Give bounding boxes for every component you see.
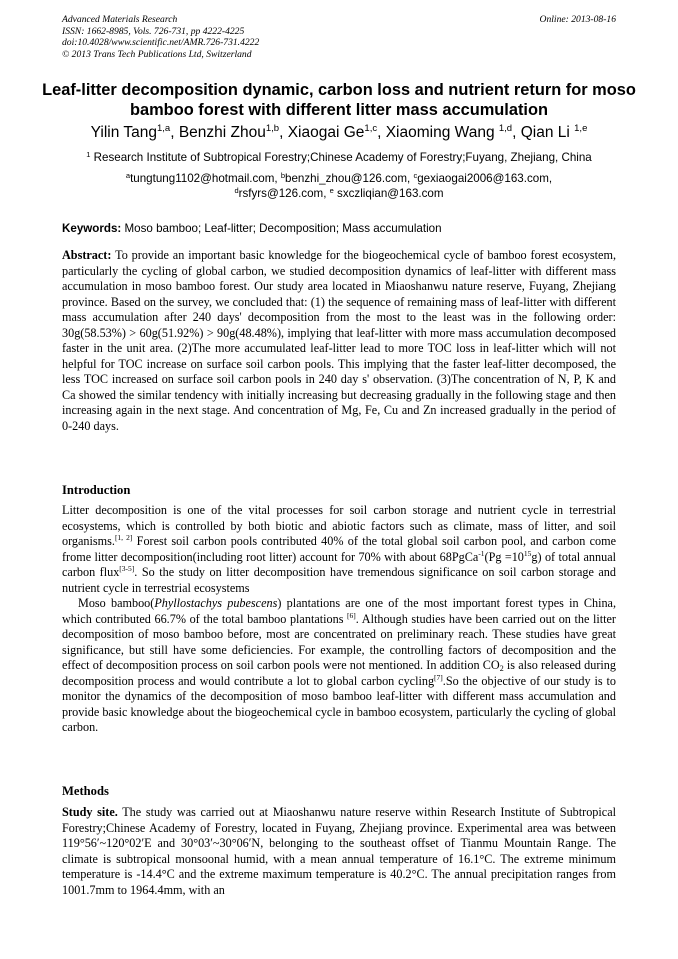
author: Xiaoming Wang: [385, 124, 499, 141]
online-date: Online: 2013-08-16: [539, 14, 616, 25]
methods-body: [62, 805, 616, 898]
author-affiliation-mark: 1,d: [498, 123, 513, 134]
author: Qian Li: [520, 124, 575, 141]
introduction-heading: Introduction: [62, 483, 131, 497]
author-list: Yilin Tang$^{1,a}$, Benzhi Zhou$^{1,b}$, Xiaogai Ge$^{1,c}$, Xiaoming Wang $^{1,d}$, Qian Li $^{1,e}$: [90, 123, 588, 141]
author-affiliation-mark: 1,a: [156, 123, 171, 134]
keywords: [62, 221, 616, 236]
author: Benzhi Zhou: [178, 124, 266, 141]
keywords-label: Keywords:: [62, 222, 122, 235]
journal-doi[interactable]: doi:10.4028/www.scientific.net/AMR.726-731.4222: [62, 37, 260, 49]
keywords-text: Moso bamboo; Leaf-litter; Decomposition; Mass accumulation: [121, 222, 442, 235]
email-link[interactable]: sxczliqian@163.com: [333, 186, 444, 200]
email-link[interactable]: gexiaogai2006@163.com,: [417, 172, 553, 185]
citation[interactable]: [1, 2]: [114, 533, 133, 542]
methods-heading: Methods: [62, 784, 109, 798]
abstract: [62, 248, 616, 434]
study-site-label: Study site.: [62, 805, 118, 819]
author-affiliation-mark: 1,b: [265, 123, 280, 134]
journal-copyright: © 2013 Trans Tech Publications Ltd, Switzerland: [62, 48, 252, 60]
introduction-body: [62, 503, 616, 736]
species-name: Phyllostachys pubescens: [154, 596, 278, 610]
email-link[interactable]: benzhi_zhou@126.com,: [285, 172, 414, 185]
author-affiliation-mark: 1,c: [364, 123, 378, 134]
author-affiliation-mark: 1,e: [574, 123, 588, 134]
paragraph: Study site. The study was carried out at Miaoshanwu nature reserve within Research Institute of Subtropical Forestry;Chinese Academy of Forestry, located in Fuyang, Zhejiang province. Experimental area was between 119°56′~120°02′E and 30°03′~30°06′N, belonging to the southeast offset of Tianmu Mountain Range. The climate is subtropical monsoonal humid, with a mean annual temperature of 16.1°C. The extreme minimum temperature is -14.4°C and the extreme maximum temperature is 40.2°C. The annual precipitation ranges from 1001.7mm to 1964.4mm, with an: [62, 805, 616, 897]
paragraph: Litter decomposition is one of the vital processes for soil carbon storage and nutrient cycle in terrestrial ecosystems, which is controlled by both biotic and abiotic factors such as climate, mass of litter, and soil organisms.[1, 2] Forest soil carbon pools contributed 40% of the total global soil carbon pool, and carbon come frome litter decomposition(including root litter) account for 70% with about 68PgCa$^{-1}$(Pg $=10^{15}g$) of total annual carbon flux[3-5]. So the study on litter decomposition have tremendous significance on soil carbon storage and nutrient cycle in terrestrial ecosystems: [62, 503, 617, 595]
paper-title: Leaf-litter decomposition dynamic, carbon loss and nutrient return for moso bamboo forest with different litter mass accumulation: [42, 81, 636, 119]
affiliation-mark: 1: [86, 150, 91, 159]
affiliation: [20, 150, 658, 165]
citation[interactable]: [7]: [434, 672, 443, 682]
email-list: $^a$tungtung1102@hotmail.com, $^b$benzhi_zhou@126.com, $^c$gexiaogai2006@163.com, $^d$rsfyrs@126.com, $^e$ sxczliqian@163.com: [125, 171, 553, 200]
email-link[interactable]: rsfyrs@126.com,: [238, 186, 330, 200]
citation[interactable]: [6]: [347, 610, 356, 620]
journal-name: Advanced Materials Research: [62, 14, 178, 25]
abstract-text: To provide an important basic knowledge for the biogeochemical cycle of bamboo forest ecosystem, particularly the cycling of global carbon, we studied decomposition dynamics of leaf-litter with different mass accumulation in moso bamboo forest. Our study area located in Miaoshanwu nature reserve, Fuyang, Zhejiang province. Based on the survey, we concluded that: (1) the sequence of remaining mass of leaf-litter with different mass accumulation after 240 days' decomposition from the most to the least was in the following order: 30g(58.53%) > 60g(51.92%) > 90g(48.48%), implying that leaf-litter with more mass accumulation decomposed faster in the unit area. (2)The more accumulated leaf-litter lead to more TOC loss in leaf-litter which will not helpful for TOC increase on surface soil carbon pools. This implying that the faster leaf-litter decomposed, the less TOC increased on surface soil carbon pools in 240 day s' observation. (3)The concentration of N, P, K and Ca showed the similar tendency with initially increasing but decreasing gradually in the following stage and then increasing again in the next stage. And concentration of Mg, Fe, Cu and Zn increased gradually in the period of 0-240 days.: [62, 248, 616, 433]
email-link[interactable]: tungtung1102@hotmail.com,: [130, 172, 281, 185]
citation[interactable]: [3-5]: [119, 564, 135, 573]
author: Xiaogai Ge: [287, 124, 365, 141]
journal-header: [62, 14, 616, 60]
author: Yilin Tang: [90, 124, 157, 141]
paragraph: Moso bamboo(Phyllostachys pubescens) plantations are one of the most important forest types in China, which contributed 66.7% of the total bamboo plantations [6]. Although studies have been carried out on the litter decomposition of moso bamboo before, most are concentrated on preliminary reach. These studies have great significance, but still have some deficiencies. For example, the controlling factors of decomposition and the effect of decomposition process on soil carbon pools were not mentioned. In addition $CO_2$ is also released during decomposition process and would contribute a lot to global carbon cycling[7].So the objective of our study is to monitor the dynamics of the decomposition of moso bamboo leaf-litter with different mass accumulation and provide basic knowledge about the biogeochemical cycle in bamboo ecosystem, particularly the cycling of global carbon.: [62, 596, 617, 734]
abstract-label: Abstract:: [62, 248, 112, 262]
affiliation-text: Research Institute of Subtropical Forestry;Chinese Academy of Forestry;Fuyang, Zhejiang, China: [90, 151, 592, 164]
journal-issn: ISSN: 1662-8985, Vols. 726-731, pp 4222-4225: [62, 25, 245, 37]
